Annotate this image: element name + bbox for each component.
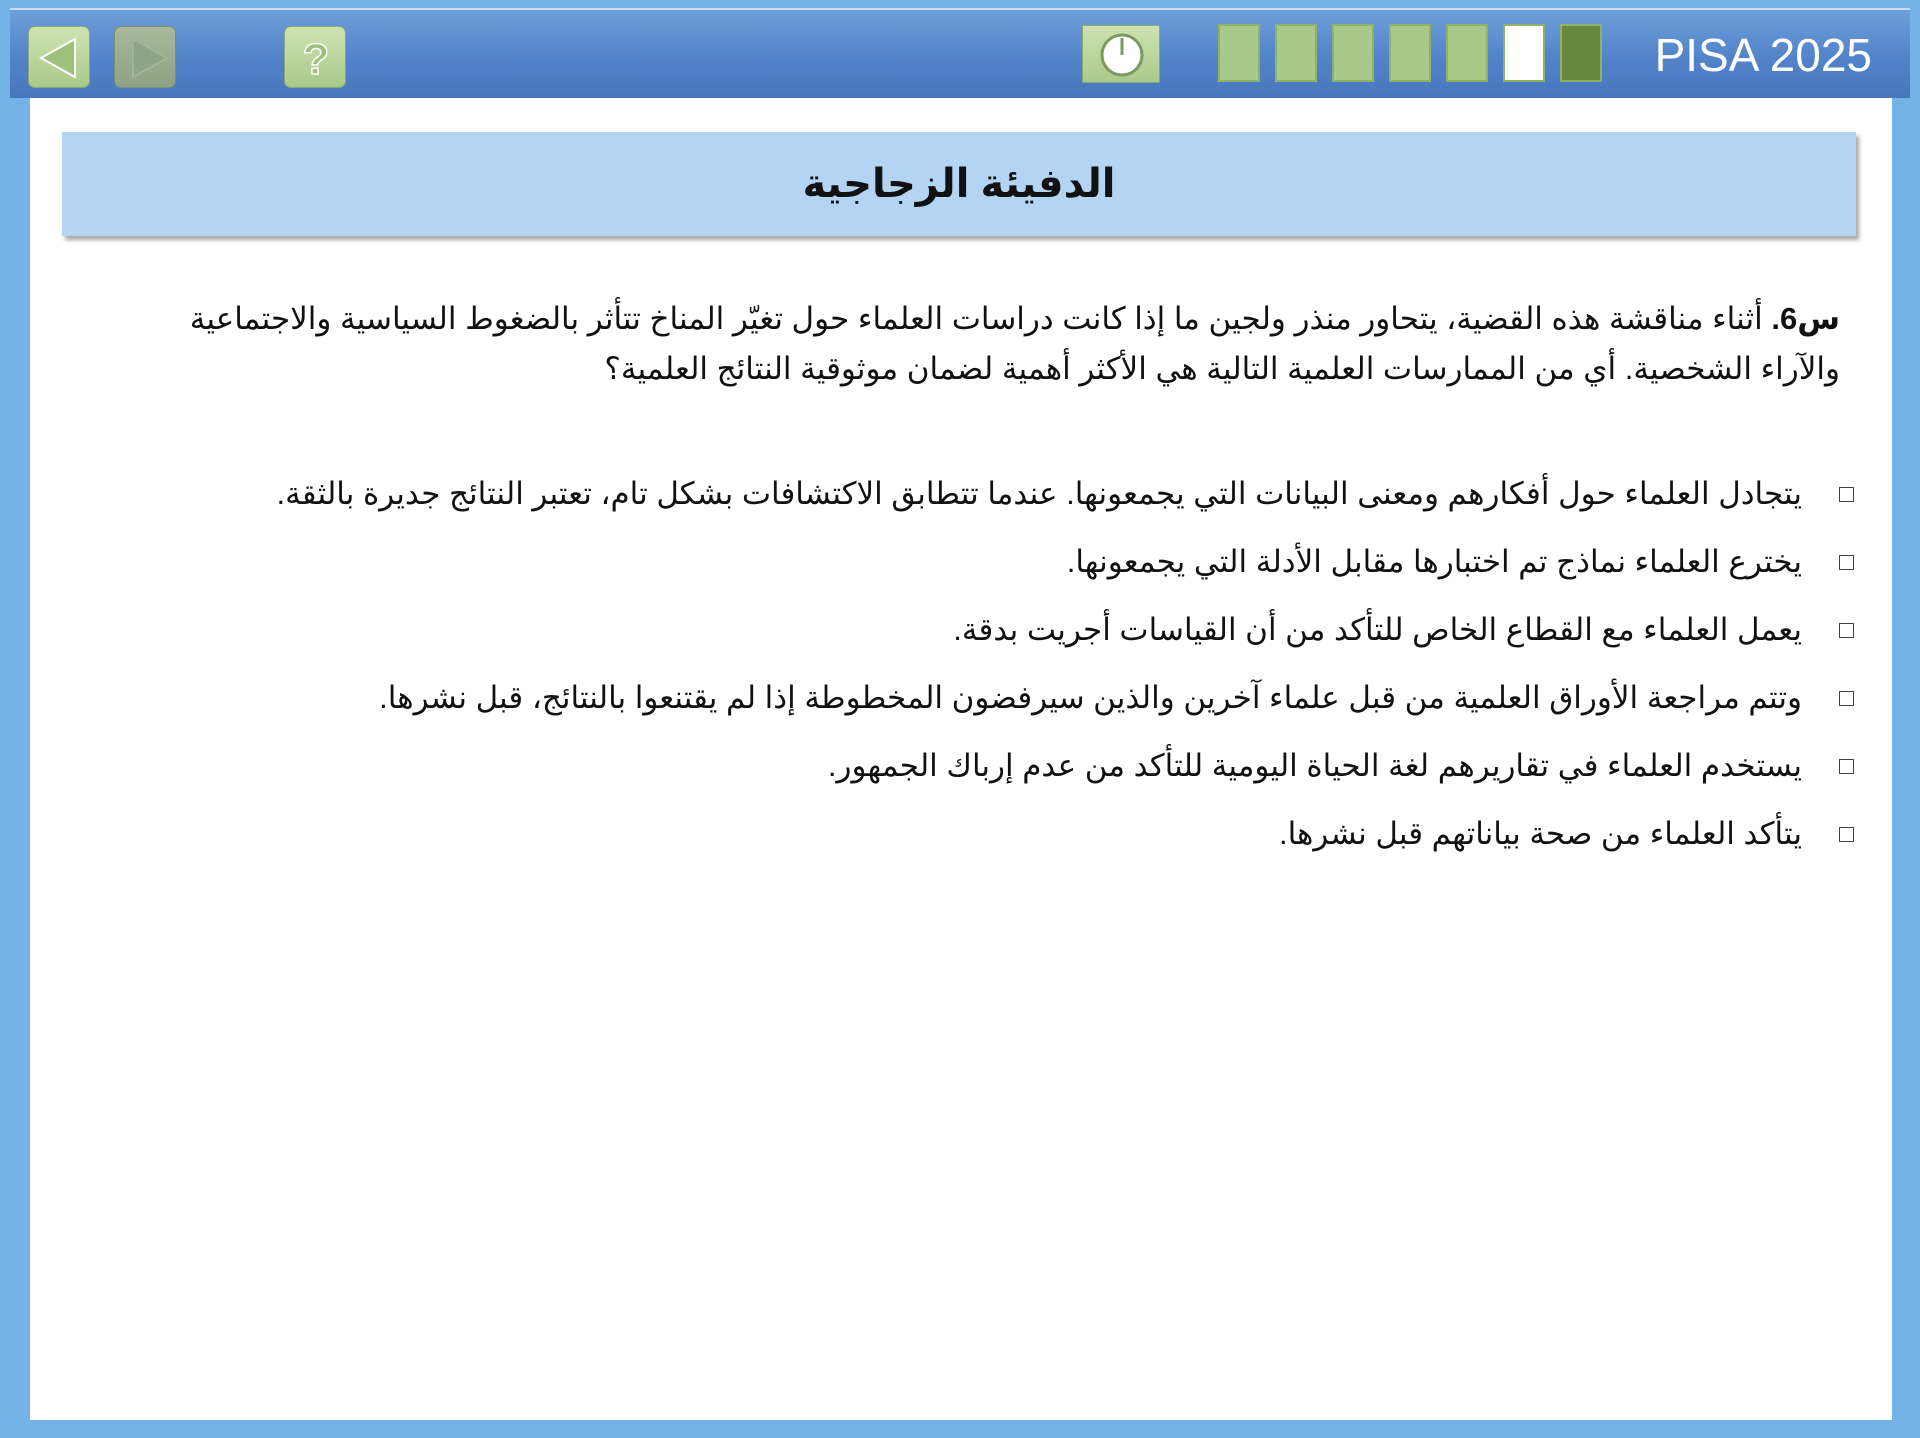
checkbox-2[interactable] [1839, 555, 1854, 570]
checkbox-6[interactable] [1839, 827, 1854, 842]
content-area [30, 98, 1892, 1420]
next-button[interactable] [114, 26, 176, 88]
clock-icon [1083, 26, 1161, 84]
option-5[interactable] [110, 740, 1870, 808]
option-4-text: وتتم مراجعة الأوراق العلمية من قبل علماء آخرين والذين سيرفضون المخطوطة إذا لم يقتنعوا بالنتائج، قبل نشرها. [379, 680, 1802, 715]
progress-cell-2 [1275, 24, 1317, 82]
unit-title-bar [62, 132, 1856, 236]
option-5-text: يستخدم العلماء في تقاريرهم لغة الحياة اليومية للتأكد من عدم إرباك الجمهور. [827, 748, 1802, 783]
option-6-text: يتأكد العلماء من صحة بياناتهم قبل نشرها. [1278, 816, 1802, 851]
progress-cell-6 [1503, 24, 1545, 82]
timer-button[interactable] [1082, 25, 1160, 83]
option-2-text: يخترع العلماء نماذج تم اختبارها مقابل الأدلة التي يجمعونها. [1066, 544, 1802, 579]
option-6[interactable] [110, 808, 1870, 876]
progress-cell-7 [1560, 24, 1602, 82]
option-4[interactable] [110, 672, 1870, 740]
brand-title: PISA 2025 [1654, 29, 1872, 81]
progress-cell-4 [1389, 24, 1431, 82]
question-stem [166, 294, 1840, 394]
checkbox-3[interactable] [1839, 623, 1854, 638]
option-1[interactable] [110, 468, 1870, 536]
question-number: س6. [1771, 301, 1840, 336]
progress-cell-1 [1218, 24, 1260, 82]
back-button[interactable] [28, 26, 90, 88]
progress-cell-5 [1446, 24, 1488, 82]
checkbox-1[interactable] [1839, 487, 1854, 502]
triangle-left-icon [29, 27, 91, 89]
triangle-right-icon [115, 27, 177, 89]
option-3-text: يعمل العلماء مع القطاع الخاص للتأكد من أن القياسات أجريت بدقة. [953, 612, 1802, 647]
option-2[interactable] [110, 536, 1870, 604]
progress-cell-3 [1332, 24, 1374, 82]
option-3[interactable] [110, 604, 1870, 672]
help-button[interactable] [284, 26, 346, 88]
answer-options [110, 468, 1870, 876]
option-1-text: يتجادل العلماء حول أفكارهم ومعنى البيانات التي يجمعونها. عندما تتطابق الاكتشافات بشكل تام، تعتبر النتائج جديرة بالثقة. [276, 476, 1802, 511]
svg-text:?: ? [302, 35, 330, 84]
checkbox-4[interactable] [1839, 691, 1854, 706]
question-mark-icon [285, 27, 347, 89]
checkbox-5[interactable] [1839, 759, 1854, 774]
unit-title: الدفيئة الزجاجية [802, 162, 1116, 206]
top-toolbar [10, 8, 1910, 98]
question-text: أثناء مناقشة هذه القضية، يتحاور منذر ولجين ما إذا كانت دراسات العلماء حول تغيّر المناخ تتأثر بالضغوط السياسية والاجتماعية والآراء الشخصية. أي من الممارسات العلمية التالية هي الأكثر أهمية لضمان موثوقية النتائج العلمية؟ [189, 301, 1840, 386]
